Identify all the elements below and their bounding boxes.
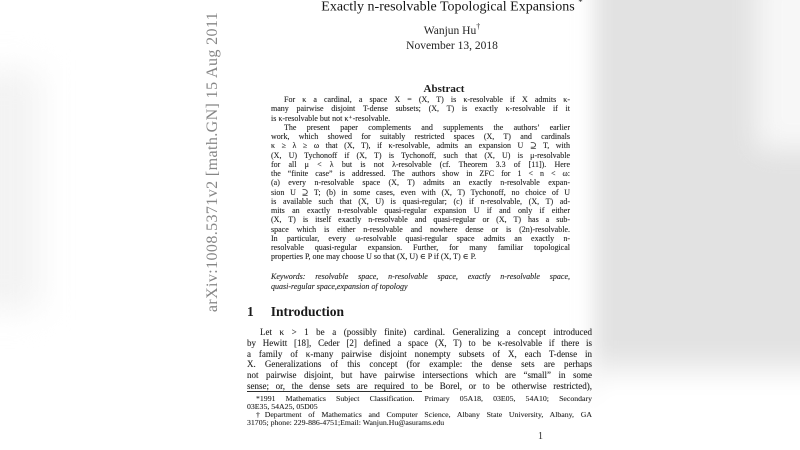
text-line: 03E35, 54A25, 05D05	[247, 401, 318, 411]
text-line: not pairwise disjoint, but have pairwise intersections which are “small” in some	[247, 370, 592, 381]
paper-title	[252, 0, 652, 16]
text-line: In particular, every ω-resolvable quasi-regular space admits an exactly n-	[271, 233, 570, 243]
text-line: κ ≥ λ ≥ ω that (X, T), if κ-resolvable, admits an expansion U ⊇ T, with	[271, 141, 570, 151]
text-line: is κ-resolvable but not κ⁺-resolvable.	[271, 113, 391, 123]
text-line: For κ a cardinal, a space X = (X, T) is κ-resolvable if X admits κ-	[284, 95, 570, 104]
text-line: work, which showed for suitably restricted spaces (X, T) and cardinals	[271, 132, 570, 141]
text-line: (X, T) is itself exactly n-resolvable and quasi-regular or (X, T) has a sub-	[271, 215, 570, 225]
text-line: resolvable quasi-regular expansion. Further, for many familiar topological	[271, 243, 570, 252]
introduction-text	[247, 327, 592, 392]
section-title: Introduction	[270, 304, 345, 319]
background-shadow-fade	[582, 368, 800, 450]
keywords-text	[271, 272, 570, 291]
text-line: sense; or, the dense sets are required to be Borel, or to be otherwise restricted),	[247, 380, 592, 391]
abstract-heading: Abstract	[423, 83, 465, 95]
text-line: Let κ > 1 be a (possibly finite) cardinal. Generalizing a concept introduced	[260, 327, 592, 337]
paper-date: November 13, 2018	[406, 40, 498, 52]
page-number: 1	[538, 431, 543, 442]
text-line: *1991 Mathematics Subject Classification. Primary 05A18, 03E05, 54A10; Secondary	[256, 393, 592, 403]
abstract-text	[271, 95, 570, 262]
section-heading	[247, 304, 344, 320]
text-line: many pairwise disjoint T-dense subsets; (X, T) is exactly κ-resolvable if it	[271, 104, 570, 114]
author-footnote-mark: †	[476, 22, 481, 31]
text-line: space which is either n-resolvable and nowhere dense or is (2n)-resolvable.	[271, 224, 570, 234]
author-name-text: Wanjun Hu	[423, 24, 477, 37]
footnotes-text	[247, 395, 592, 427]
text-line: by Hewitt [18], Ceder [2] defined a space (X, T) to be κ-resolvable if there is	[247, 337, 592, 348]
title-footnote-mark: *	[578, 0, 583, 7]
footnote-rule	[247, 391, 422, 392]
text-line: mits an exactly n-resolvable quasi-regular expansion U if and only if either	[271, 206, 570, 215]
text-line: for all μ < λ but is not λ-resolvable (cf. Theorem 3.3 of [11]). Here	[271, 159, 570, 169]
text-line: sion U ⊇ T; (b) in some cases, even with (X, T) Tychonoff, no choice of U	[271, 187, 570, 197]
text-line: Keywords: resolvable space, n-resolvable space, exactly n-resolvable space,	[271, 272, 570, 281]
background-shadow-top-right	[756, 0, 800, 150]
text-line: the “finite case” is addressed. The authors show in ZFC for 1 < n < ω:	[271, 169, 570, 178]
text-line: properties P, one may choose U so that (X, U) ∈ P if (X, T) ∈ P.	[271, 252, 477, 262]
text-line: 31705; phone: 229-886-4751;Email: Wanjun.Hu@asurams.edu	[247, 417, 445, 427]
paper-title-text: Exactly n-resolvable Topological Expansions	[321, 0, 575, 15]
text-line: (a) every n-resolvable space (X, T) admits an exactly n-resolvable expan-	[271, 178, 570, 188]
arxiv-stamp: arXiv:1008.5371v2 [math.GN] 15 Aug 2011	[204, 11, 221, 313]
text-line: †Department of Mathematics and Computer Science, Albany State University, Albany, GA	[256, 409, 592, 419]
text-line: is available such that (X, U) is quasi-regular; (c) if n-resolvable, (X, T) ad-	[271, 196, 570, 206]
text-line: a family of κ-many pairwise disjoint nonempty subsets of X, each T-dense in	[247, 348, 592, 359]
text-line: X. Generalizations of this concept (for example: the dense sets are perhaps	[247, 359, 592, 370]
text-line: quasi-regular space,expansion of topology	[271, 281, 408, 291]
section-number: 1	[247, 304, 254, 319]
text-line: The present paper complements and supplements the authors’ earlier	[284, 122, 570, 132]
text-line: (X, U) Tychonoff if (X, T) is Tychonoff, such that (X, U) is μ-resolvable	[271, 150, 570, 160]
author-name	[252, 22, 652, 37]
background-shadow-left	[0, 70, 40, 310]
